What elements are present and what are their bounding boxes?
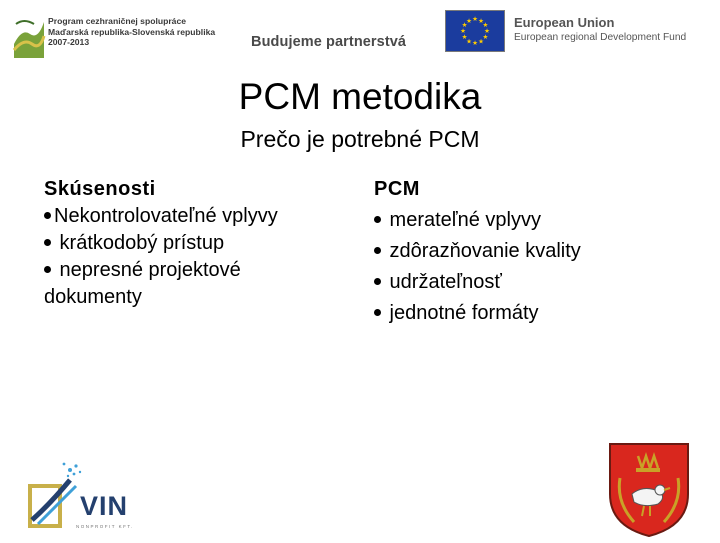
list-item-text: krátkodobý prístup <box>54 232 225 254</box>
eu-subtitle: European regional Development Fund <box>514 32 687 43</box>
eu-star-icon: ★ <box>461 33 468 42</box>
bullet-icon <box>374 216 381 223</box>
eu-star-icon: ★ <box>460 27 466 36</box>
eu-star-icon: ★ <box>482 33 489 42</box>
list-item-text: merateľné vplyvy <box>384 209 542 231</box>
eu-star-icon: ★ <box>484 27 490 36</box>
bullet-icon <box>374 247 381 254</box>
bullet-icon <box>44 266 51 273</box>
list-item <box>374 207 694 234</box>
eu-star-icon: ★ <box>461 21 468 30</box>
eu-flag-icon <box>445 10 505 52</box>
bullet-icon <box>44 239 51 246</box>
experience-heading: Skúsenosti <box>44 178 156 200</box>
programme-name <box>48 16 215 48</box>
bullet-icon <box>374 309 381 316</box>
slogan: Budujeme partnerstvá <box>251 34 407 50</box>
eu-star-icon: ★ <box>466 16 472 25</box>
list-item <box>374 300 694 327</box>
list-item <box>44 230 344 257</box>
list-item <box>374 238 694 265</box>
list-item-text: Nekontrolovateľné vplyvy <box>54 205 278 227</box>
slide-subtitle: Prečo je potrebné PCM <box>240 126 480 152</box>
eu-star-icon: ★ <box>472 39 478 48</box>
programme-logo <box>12 14 216 62</box>
eu-star-icon: ★ <box>478 16 484 25</box>
programme-line-1: Program cezhraničnej spolupráce <box>48 16 187 26</box>
programme-line-2: Maďarská republika-Slovenská republika <box>48 26 216 37</box>
vin-logo-text: VIN <box>80 491 129 521</box>
bullet-icon <box>374 278 381 285</box>
experience-column <box>44 176 344 311</box>
eu-star-icon: ★ <box>466 37 472 46</box>
pcm-heading: PCM <box>374 178 420 200</box>
list-item-text: udržateľnosť <box>384 271 502 293</box>
pcm-column <box>374 176 694 327</box>
slide-title: PCM metodika <box>238 76 482 117</box>
programme-line-3: 2007-2013 <box>48 37 90 48</box>
vin-logo <box>26 460 146 532</box>
list-item <box>44 257 344 311</box>
list-item-text: jednotné formáty <box>384 302 539 324</box>
list-item-text: nepresné projektové dokumenty <box>44 259 241 308</box>
coat-of-arms-icon <box>608 442 690 538</box>
eu-title: European Union <box>514 15 615 30</box>
vin-logo-subtext: NONPROFIT KFT. <box>76 524 134 529</box>
list-item-text: zdôrazňovanie kvality <box>384 240 581 262</box>
eu-star-icon: ★ <box>472 15 478 24</box>
eu-star-icon: ★ <box>482 21 489 30</box>
eu-star-icon: ★ <box>478 37 484 46</box>
list-item <box>44 203 344 230</box>
bullet-icon <box>44 212 51 219</box>
programme-emblem-icon <box>12 14 46 60</box>
list-item <box>374 269 694 296</box>
